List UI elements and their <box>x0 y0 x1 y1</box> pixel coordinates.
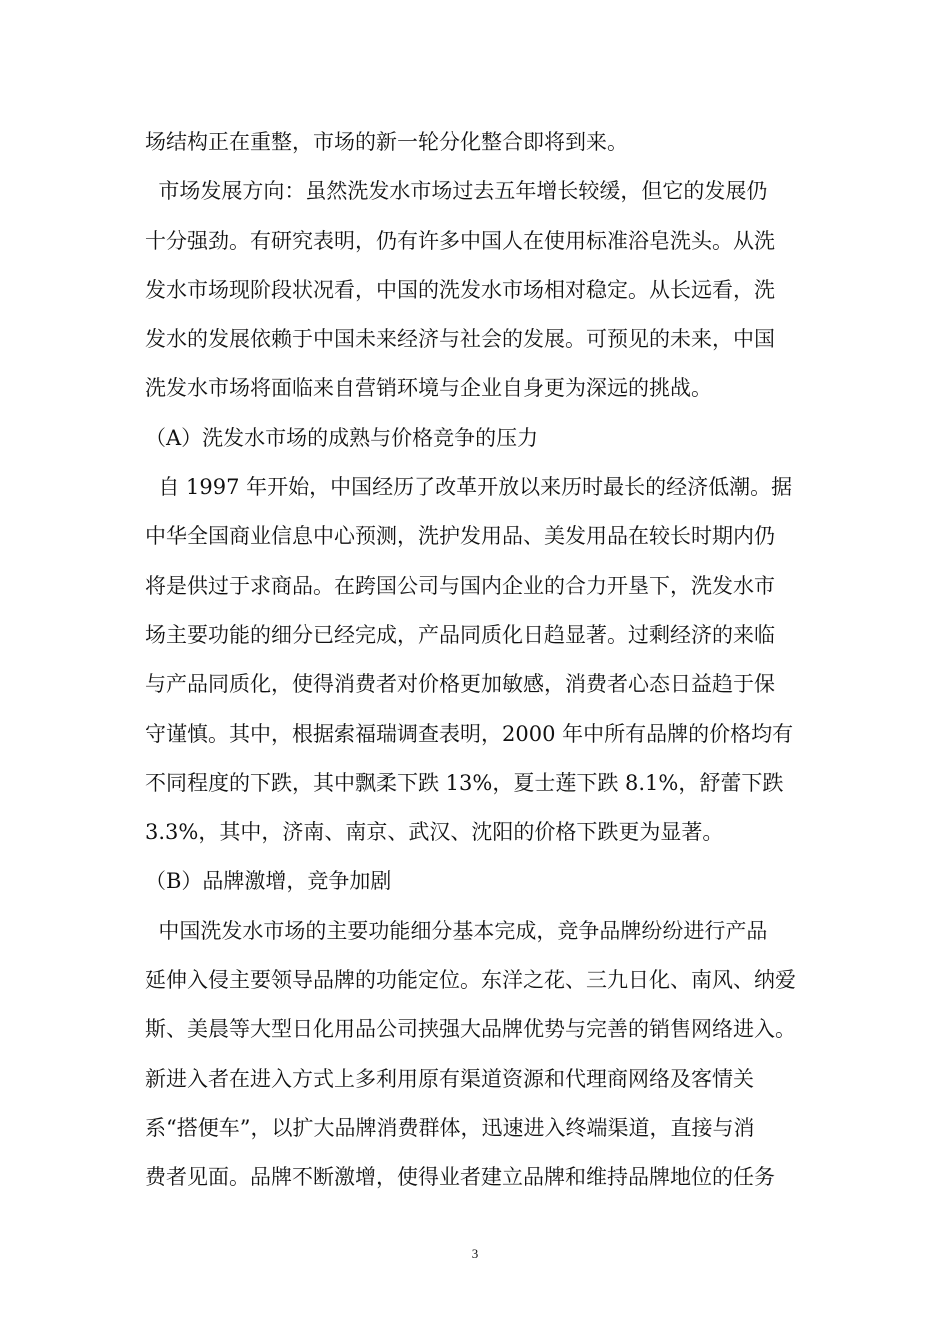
section-heading-b: （B）品牌激增，竞争加剧 <box>145 869 392 894</box>
text-line-11: 场主要功能的细分已经完成，产品同质化日趋显著。过剩经济的来临 <box>145 622 775 647</box>
section-heading-a: （A）洗发水市场的成熟与价格竞争的压力 <box>145 425 539 450</box>
text-line-20: 新进入者在进入方式上多利用原有渠道资源和代理商网络及客情关 <box>145 1066 754 1091</box>
text-line-14: 不同程度的下跌，其中飘柔下跌 13%，夏士莲下跌 8.1%，舒蕾下跌 <box>145 770 784 795</box>
text-line-21: 系“搭便车”，以扩大品牌消费群体，迅速进入终端渠道，直接与消 <box>145 1115 755 1140</box>
text-line-19: 斯、美晨等大型日化用品公司挟强大品牌优势与完善的销售网络进入。 <box>145 1017 796 1042</box>
text-line-6: 洗发水市场将面临来自营销环境与企业自身更为深远的挑战。 <box>145 376 712 401</box>
text-line-8: 自 1997 年开始，中国经历了改革开放以来历时最长的经济低潮。据 <box>145 475 793 500</box>
text-line-5: 发水的发展依赖于中国未来经济与社会的发展。可预见的未来，中国 <box>145 327 775 352</box>
text-line-15: 3.3%，其中，济南、南京、武汉、沈阳的价格下跌更为显著。 <box>145 820 724 845</box>
page-number: 3 <box>471 1246 479 1261</box>
text-line-18: 延伸入侵主要领导品牌的功能定位。东洋之花、三九日化、南风、纳爱 <box>145 968 796 993</box>
text-line-1: 场结构正在重整，市场的新一轮分化整合即将到来。 <box>145 130 628 154</box>
document-body <box>145 118 815 1203</box>
text-line-17: 中国洗发水市场的主要功能细分基本完成，竞争品牌纷纷进行产品 <box>145 918 768 943</box>
text-line-4: 发水市场现阶段状况看，中国的洗发水市场相对稳定。从长远看，洗 <box>145 277 775 302</box>
text-line-12: 与产品同质化，使得消费者对价格更加敏感，消费者心态日益趋于保 <box>145 672 775 697</box>
text-line-22: 费者见面。品牌不断激增，使得业者建立品牌和维持品牌地位的任务 <box>145 1165 775 1190</box>
text-line-2: 市场发展方向：虽然洗发水市场过去五年增长较缓，但它的发展仍 <box>145 179 768 204</box>
text-line-3: 十分强劲。有研究表明，仍有许多中国人在使用标准浴皂洗头。从洗 <box>145 228 775 253</box>
text-line-10: 将是供过于求商品。在跨国公司与国内企业的合力开垦下，洗发水市 <box>145 573 775 598</box>
text-line-13: 守谨慎。其中，根据索福瑞调查表明，2000 年中所有品牌的价格均有 <box>145 721 794 746</box>
text-line-9: 中华全国商业信息中心预测，洗护发用品、美发用品在较长时期内仍 <box>145 524 775 549</box>
